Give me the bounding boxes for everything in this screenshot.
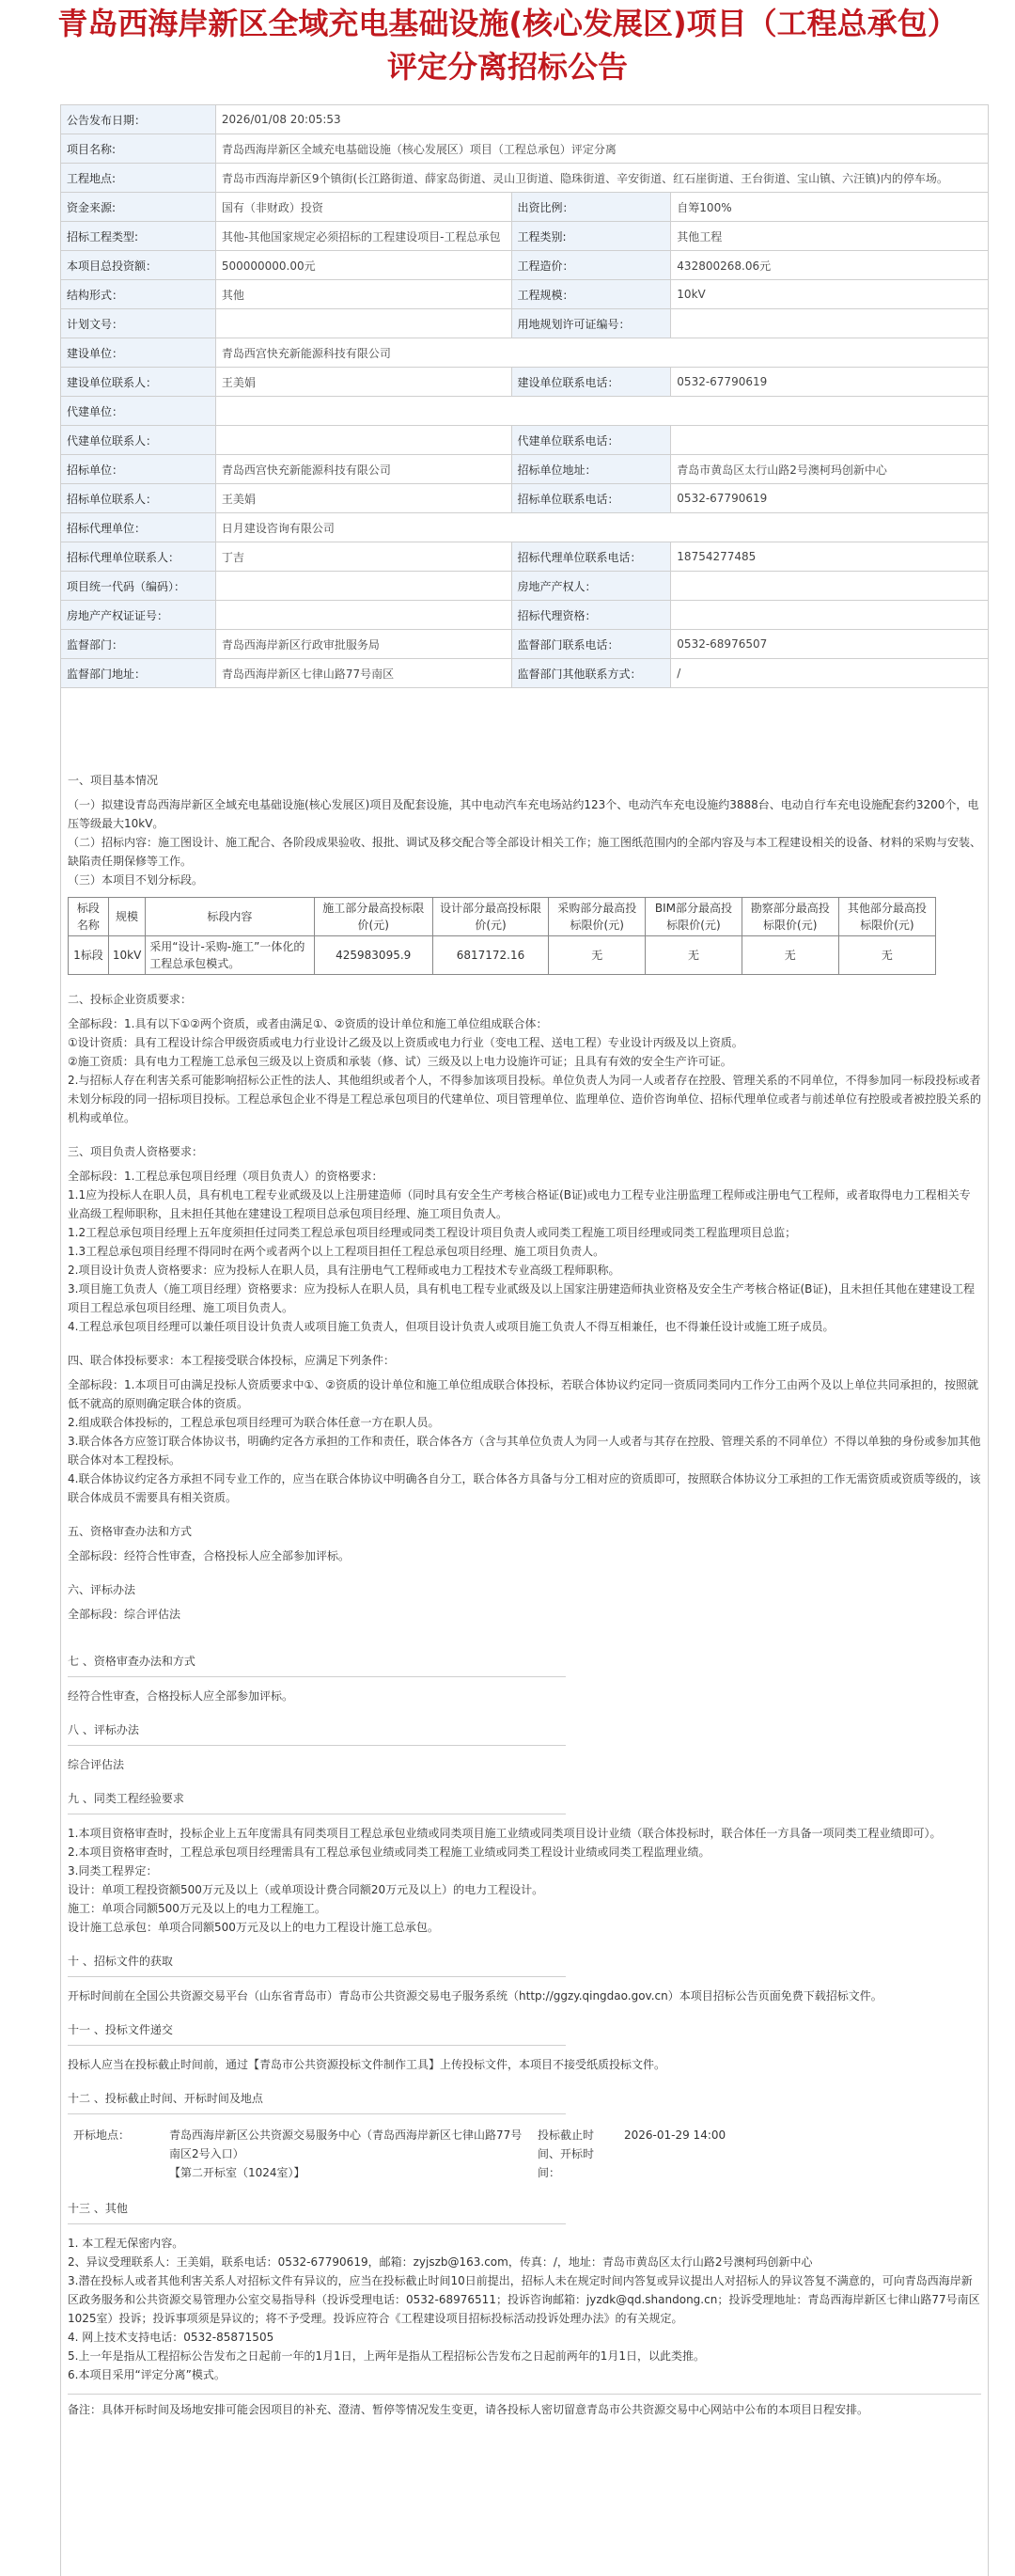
bid-cell: 采用“设计-采购-施工”一体化的工程总承包模式。 [146, 936, 314, 975]
info-value: 其他-其他国家规定必须招标的工程建设项目-工程总承包 [215, 222, 511, 251]
notice-title [0, 0, 1015, 88]
bid-cell: 无 [838, 936, 935, 975]
bid-header-cell: 标段名称 [69, 898, 109, 936]
info-value: 王美娟 [215, 484, 511, 513]
paragraph: 设计：单项工程投资额500万元及以上（或单项设计费合同额20万元及以上）的电力工程设计。 [68, 1883, 544, 1896]
info-row [61, 455, 989, 484]
info-label: 招标单位联系人： [61, 484, 216, 513]
opening-time: 2026-01-29 14:00 [624, 2128, 726, 2142]
info-value: 自筹100% [671, 193, 989, 222]
bid-cell: 1标段 [69, 936, 109, 975]
section-heading: 二、投标企业资质要求： [68, 993, 193, 1006]
info-label: 房地产产权人： [511, 572, 671, 601]
section-eval-method [68, 1580, 981, 1624]
info-value [671, 572, 989, 601]
bid-cell: 无 [646, 936, 742, 975]
opening-table [68, 2124, 731, 2184]
info-label: 监督部门其他联系方式： [511, 659, 671, 688]
bid-cell: 10kV [108, 936, 145, 975]
info-row [61, 368, 989, 397]
info-value: 0532-67790619 [671, 484, 989, 513]
paragraph: 1.1应为投标人在职人员，具有机电工程专业贰级及以上注册建造师（同时具有安全生产考核合格证(B证)或电力工程专业注册监理工程师或注册电气工程师，或者取得电力工程相关专业高级工程师职称，且未担任其他在建建设工程项目总承包项目经理、施工项目负责人。 [68, 1188, 971, 1220]
divider [68, 1676, 566, 1677]
info-value: 其他 [215, 280, 511, 309]
section-eval-method-2 [68, 1720, 981, 1774]
divider [68, 2045, 566, 2046]
paragraph: （一）拟建设青岛西海岸新区全域充电基础设施(核心发展区)项目及配套设施，其中电动汽车充电场站约123个、电动汽车充电设施约3888台、电动自行车充电设施配套约3200个，电压等级最大10kV。 [68, 798, 979, 830]
info-label: 计划文号： [61, 309, 216, 338]
section-review-method-2 [68, 1652, 981, 1705]
paragraph: 1. 本工程无保密内容。 [68, 2237, 184, 2250]
paragraph: 全部标段：1.工程总承包项目经理（项目负责人）的资格要求： [68, 1170, 383, 1183]
bid-header-cell: 施工部分最高投标限价(元) [314, 898, 432, 936]
info-row [61, 513, 989, 542]
info-row [61, 426, 989, 455]
paragraph: 综合评估法 [68, 1758, 125, 1771]
info-label: 工程规模： [511, 280, 671, 309]
info-label: 建设单位联系人： [61, 368, 216, 397]
info-value [215, 426, 511, 455]
info-label: 监督部门联系电话： [511, 630, 671, 659]
bid-header-cell: BIM部分最高投标限价(元) [646, 898, 742, 936]
info-value: 500000000.00元 [215, 251, 511, 280]
paragraph: （二）招标内容：施工图设计、施工配合、各阶段成果验收、报批、调试及移交配合等全部设计相关工作；施工图纸范围内的全部内容及与本工程建设相关的设备、材料的采购与安装、缺陷责任期保修等工作。 [68, 836, 982, 868]
info-value: 其他工程 [671, 222, 989, 251]
bid-header-cell: 其他部分最高投标限价(元) [838, 898, 935, 936]
info-value: 丁吉 [215, 542, 511, 572]
section-doc-download [68, 1952, 981, 2005]
info-value: 青岛西海岸新区行政审批服务局 [215, 630, 511, 659]
paragraph: 3.同类工程界定： [68, 1864, 158, 1877]
bid-cell: 无 [742, 936, 838, 975]
info-label: 结构形式： [61, 280, 216, 309]
info-row [61, 193, 989, 222]
bid-header-cell: 勘察部分最高投标限价(元) [742, 898, 838, 936]
info-label: 招标工程类型: [61, 222, 216, 251]
paragraph: 1.3工程总承包项目经理不得同时在两个或者两个以上工程项目担任工程总承包项目经理、施工项目负责人。 [68, 1245, 605, 1258]
paragraph: （三）本项目不划分标段。 [68, 873, 204, 887]
info-label: 招标单位联系电话： [511, 484, 671, 513]
section-heading: 十三 、其他 [68, 2202, 128, 2215]
opening-place-text: 青岛西海岸新区公共资源交易服务中心（青岛西海岸新区七律山路77号南区2号入口） [169, 2128, 523, 2160]
info-row [61, 601, 989, 630]
bid-section-table [68, 897, 936, 975]
info-value [215, 601, 511, 630]
section-other [68, 2199, 981, 2419]
info-label: 本项目总投资额： [61, 251, 216, 280]
paragraph: 全部标段：1.具有以下①②两个资质，或者由满足①、②资质的设计单位和施工单位组成联合体： [68, 1017, 548, 1030]
info-label: 招标代理资格： [511, 601, 671, 630]
section-heading: 十一 、投标文件递交 [68, 2023, 173, 2036]
section-lines [68, 1014, 981, 1127]
info-value: / [671, 659, 989, 688]
section-review-method [68, 1522, 981, 1565]
info-value: 青岛市西海岸新区9个镇街(长江路街道、薛家岛街道、灵山卫街道、隐珠街道、辛安街道、红石崖街道、王台街道、宝山镇、六汪镇)内的停车场。 [215, 164, 988, 193]
divider [68, 1976, 566, 1977]
info-label: 建设单位： [61, 338, 216, 368]
bid-cell: 无 [549, 936, 646, 975]
info-value: 国有（非财政）投资 [215, 193, 511, 222]
info-row [61, 251, 989, 280]
info-label: 监督部门地址： [61, 659, 216, 688]
paragraph: 1.2工程总承包项目经理上五年度须担任过同类工程总承包项目经理或同类工程设计项目负责人或同类工程施工项目经理或同类工程监理项目总监； [68, 1226, 797, 1239]
info-label: 房地产产权证证号： [61, 601, 216, 630]
info-value: 18754277485 [671, 542, 989, 572]
section-heading: 五、资格审查办法和方式 [68, 1525, 193, 1538]
info-row [61, 338, 989, 368]
paragraph: 4.工程总承包项目经理可以兼任项目设计负责人或项目施工负责人，但项目设计负责人或项目施工负责人不得互相兼任，也不得兼任设计或施工班子成员。 [68, 1320, 835, 1333]
info-value [671, 601, 989, 630]
paragraph: 施工：单项合同额500万元及以上的电力工程施工。 [68, 1902, 326, 1915]
info-label: 代建单位联系人： [61, 426, 216, 455]
divider [68, 1745, 566, 1746]
info-row [61, 630, 989, 659]
info-row [61, 542, 989, 572]
bid-cell: 425983095.9 [314, 936, 432, 975]
paragraph: 6.本项目采用“评定分离”模式。 [68, 2368, 226, 2381]
paragraph: 2.组成联合体投标的，工程总承包项目经理可为联合体任意一方在职人员。 [68, 1416, 440, 1429]
opening-place [164, 2124, 532, 2184]
paragraph: ①设计资质：具有工程设计综合甲级资质或电力行业设计乙级及以上资质或电力行业（变电工程、送电工程）专业设计丙级及以上资质。 [68, 1036, 743, 1049]
info-label: 招标单位地址： [511, 455, 671, 484]
paragraph: 经符合性审查，合格投标人应全部参加评标。 [68, 1689, 294, 1703]
info-value [671, 309, 989, 338]
section-heading: 四、联合体投标要求：本工程接受联合体投标，应满足下列条件： [68, 1354, 396, 1367]
info-label: 代建单位： [61, 397, 216, 426]
info-value [215, 309, 511, 338]
info-label: 招标代理单位联系人： [61, 542, 216, 572]
info-row [61, 397, 989, 426]
section-qualification [68, 990, 981, 1127]
opening-place-label: 开标地点： [73, 2128, 131, 2142]
info-row [61, 572, 989, 601]
info-value: 青岛西海岸新区七律山路77号南区 [215, 659, 511, 688]
info-row [61, 280, 989, 309]
info-label: 代建单位联系电话： [511, 426, 671, 455]
info-row [61, 222, 989, 251]
info-label: 工程地点: [61, 164, 216, 193]
info-label: 资金来源: [61, 193, 216, 222]
paragraph: 2、异议受理联系人：王美娟，联系电话：0532-67790619，邮箱：zyjszb@163.com，传真：/，地址：青岛市黄岛区太行山路2号澳柯玛创新中心 [68, 2255, 813, 2269]
info-value: 青岛西宫快充新能源科技有限公司 [215, 455, 511, 484]
section-lines [68, 1824, 981, 1937]
paragraph: 2.项目设计负责人资格要求：应为投标人在职人员，具有注册电气工程师或电力工程技术专业高级工程师职称。 [68, 1264, 620, 1277]
section-manager [68, 1142, 981, 1336]
info-row [61, 134, 989, 164]
section-heading: 八 、评标办法 [68, 1723, 139, 1736]
paragraph: 全部标段：综合评估法 [68, 1608, 181, 1621]
remark: 备注：具体开标时间及场地安排可能会因项目的补充、澄清、暂停等情况发生变更，请各投标人密切留意青岛市公共资源交易中心网站中公布的本项目日程安排。 [68, 2394, 981, 2419]
info-row [61, 484, 989, 513]
opening-room-text: 【第二开标室（1024室）】 [169, 2166, 305, 2179]
info-label: 招标代理单位联系电话： [511, 542, 671, 572]
info-label: 监督部门： [61, 630, 216, 659]
paragraph: 2.与招标人存在利害关系可能影响招标公正性的法人、其他组织或者个人，不得参加该项目投标。单位负责人为同一人或者存在控股、管理关系的不同单位，不得参加同一标段投标或者未划分标段的同一招标项目投标。工程总承包企业不得是工程总承包项目的代建单位、项目管理单位、监理单位、造价咨询单位、招标代理单位或者与前述单位有控股或者被控股关系的机构或单位。 [68, 1074, 982, 1124]
info-value [215, 397, 988, 426]
notice-title-line1: 青岛西海岸新区全域充电基础设施(核心发展区)项目（工程总承包） [57, 6, 958, 41]
section-lines [68, 2234, 981, 2384]
info-label: 工程造价： [511, 251, 671, 280]
info-value: 青岛西海岸新区全域充电基础设施（核心发展区）项目（工程总承包）评定分离 [215, 134, 988, 164]
notice-body [68, 771, 981, 2419]
info-value: 10kV [671, 280, 989, 309]
info-row [61, 105, 989, 134]
paragraph: ②施工资质：具有电力工程施工总承包三级及以上资质和承装（修、试）三级及以上电力设施许可证；且具有有效的安全生产许可证。 [68, 1055, 732, 1068]
info-label: 项目统一代码（编码）： [61, 572, 216, 601]
section-heading: 十二 、投标截止时间、开标时间及地点 [68, 2092, 263, 2105]
section-heading: 十 、招标文件的获取 [68, 1955, 173, 1968]
info-value: 日月建设咨询有限公司 [215, 513, 988, 542]
section-submission [68, 2020, 981, 2074]
paragraph: 全部标段：经符合性审查，合格投标人应全部参加评标。 [68, 1549, 351, 1563]
info-value: 0532-68976507 [671, 630, 989, 659]
project-info-table [60, 104, 989, 688]
section-lines [68, 1375, 981, 1507]
divider [68, 2113, 566, 2114]
info-label: 工程类别: [511, 222, 671, 251]
info-value [215, 572, 511, 601]
info-value: 432800268.06元 [671, 251, 989, 280]
info-label: 公告发布日期： [61, 105, 216, 134]
info-label: 项目名称: [61, 134, 216, 164]
info-label: 用地规划许可证编号： [511, 309, 671, 338]
paragraph: 3.潜在投标人或者其他利害关系人对招标文件有异议的，应当在投标截止时间10日前提出，招标人未在规定时间内答复或异议提出人对招标人的异议答复不满意的，可向青岛西海岸新区政务服务和公共资源交易管理办公室交易指导科（投诉受理电话：0532-68976511；投诉咨询邮箱：jyzdk@qd.shandong.cn；投诉受理地址：青岛西海岸新区七律山路77号南区1025室）投诉；投诉事项须是异议的；将不予受理。投诉应符合《工程建设项目招标投标活动投诉处理办法》的有关规定。 [68, 2274, 980, 2325]
info-label: 出资比例： [511, 193, 671, 222]
info-row [61, 309, 989, 338]
section-heading: 一、项目基本情况 [68, 774, 159, 787]
opening-time-label: 投标截止时间、开标时间： [538, 2128, 595, 2179]
paragraph: 4.联合体协议约定各方承担不同专业工作的，应当在联合体协议中明确各自分工，联合体各方具备与分工相对应的资质即可，按照联合体协议分工承担的工作无需资质或资质等级的，该联合体成员不需要具有相关资质。 [68, 1472, 981, 1504]
info-row [61, 164, 989, 193]
info-label: 招标代理单位： [61, 513, 216, 542]
divider [68, 2223, 566, 2224]
section-experience [68, 1789, 981, 1937]
info-label: 招标单位： [61, 455, 216, 484]
paragraph: 1.本项目资格审查时，投标企业上五年度需具有同类项目工程总承包业绩或同类项目施工业绩或同类项目设计业绩（联合体投标时，联合体任一方具备一项同类工程业绩即可）。 [68, 1827, 942, 1840]
paragraph: 3.联合体各方应签订联合体协议书，明确约定各方承担的工作和责任，联合体各方（含与其单位负责人为同一人或者与其存在控股、管理关系的不同单位）不得以单独的身份或参加其他联合体对本工程投标。 [68, 1435, 981, 1467]
section-lines [68, 1167, 981, 1336]
paragraph: 3.项目施工负责人（施工项目经理）资格要求：应为投标人在职人员，具有机电工程专业贰级及以上国家注册建造师执业资格及安全生产考核合格证(B证)，且未担任其他在建建设工程项目工程总承包项目经理、施工项目负责人。 [68, 1282, 976, 1314]
bid-cell: 6817172.16 [432, 936, 548, 975]
section-opening [68, 2089, 981, 2184]
paragraph: 投标人应当在投标截止时间前，通过【青岛市公共资源投标文件制作工具】上传投标文件，本项目不接受纸质投标文件。 [68, 2058, 666, 2071]
section-heading: 三、项目负责人资格要求： [68, 1145, 204, 1158]
bid-header-cell: 设计部分最高投标限价(元) [432, 898, 548, 936]
info-label: 建设单位联系电话： [511, 368, 671, 397]
paragraph: 设计施工总承包：单项合同额500万元及以上的电力工程设计施工总承包。 [68, 1921, 439, 1934]
bid-header-cell: 标段内容 [146, 898, 314, 936]
info-value: 青岛市黄岛区太行山路2号澳柯玛创新中心 [671, 455, 989, 484]
bid-header-cell: 规模 [108, 898, 145, 936]
info-value: 0532-67790619 [671, 368, 989, 397]
info-value [671, 426, 989, 455]
paragraph: 开标时间前在全国公共资源交易平台（山东省青岛市）青岛市公共资源交易电子服务系统（http://ggzy.qingdao.gov.cn）本项目招标公告页面免费下载招标文件。 [68, 1989, 882, 2003]
paragraph: 全部标段：1.本项目可由满足投标人资质要求中①、②资质的设计单位和施工单位组成联合体投标，若联合体协议约定同一资质同类同内工作分工由两个及以上单位共同承担的，按照就低不就高的原则确定联合体的资质。 [68, 1378, 978, 1410]
bid-header-cell: 采购部分最高投标限价(元) [549, 898, 646, 936]
info-value: 青岛西宫快充新能源科技有限公司 [215, 338, 988, 368]
section-consortium [68, 1351, 981, 1507]
info-row [61, 659, 989, 688]
paragraph: 2.本项目资格审查时，工程总承包项目经理需具有工程总承包业绩或同类工程施工业绩或同类工程设计业绩或同类工程监理业绩。 [68, 1846, 710, 1859]
section-heading: 九 、同类工程经验要求 [68, 1792, 184, 1805]
section-heading: 六、评标办法 [68, 1583, 136, 1596]
paragraph: 4. 网上技术支持电话：0532-85871505 [68, 2331, 274, 2344]
section-heading: 七 、资格审查办法和方式 [68, 1655, 195, 1668]
section-basic-info [68, 771, 981, 975]
paragraph: 5.上一年是指从工程招标公告发布之日起前一年的1月1日，上两年是指从工程招标公告发布之日起前两年的1月1日，以此类推。 [68, 2349, 705, 2363]
notice-title-line2: 评定分离招标公告 [386, 49, 628, 85]
info-value: 2026/01/08 20:05:53 [215, 105, 988, 134]
info-value: 王美娟 [215, 368, 511, 397]
